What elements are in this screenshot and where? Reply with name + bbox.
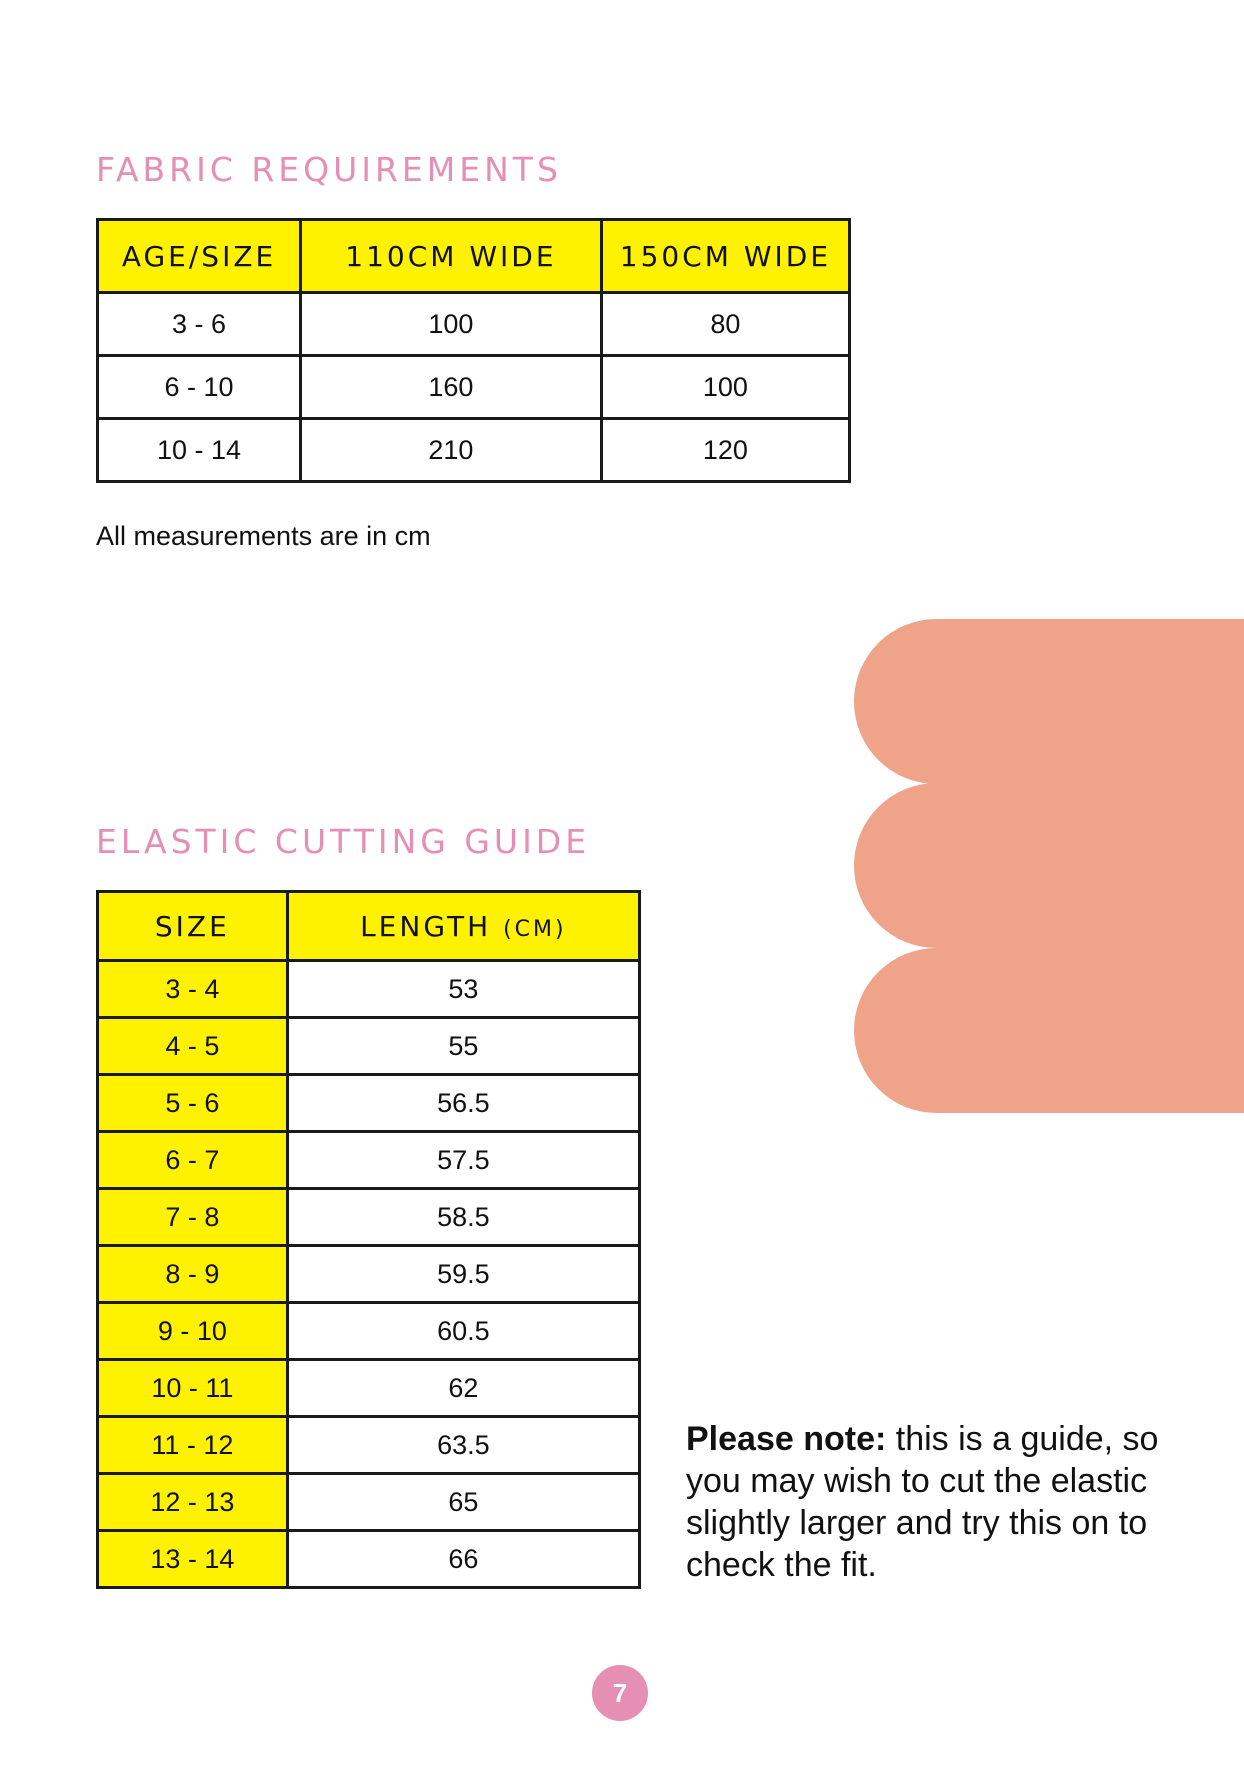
length-cell: 62	[287, 1360, 639, 1417]
cell: 80	[601, 293, 849, 356]
table-row	[98, 961, 640, 1018]
table-row	[98, 1132, 640, 1189]
size-cell: 10 - 11	[98, 1360, 288, 1417]
size-cell: 5 - 6	[98, 1075, 288, 1132]
size-cell: 12 - 13	[98, 1474, 288, 1531]
table-row	[98, 1531, 640, 1588]
length-cell: 56.5	[287, 1075, 639, 1132]
size-cell: 4 - 5	[98, 1018, 288, 1075]
table-header-row	[98, 892, 640, 961]
decorative-shape	[854, 948, 1244, 1113]
cell: 160	[301, 356, 602, 419]
header-unit: (CM)	[503, 916, 567, 942]
length-cell: 63.5	[287, 1417, 639, 1474]
length-cell: 53	[287, 961, 639, 1018]
please-note-text	[686, 1418, 1206, 1586]
table-row	[98, 419, 850, 482]
length-cell: 57.5	[287, 1132, 639, 1189]
table-row	[98, 1075, 640, 1132]
size-cell: 7 - 8	[98, 1189, 288, 1246]
size-cell: 13 - 14	[98, 1531, 288, 1588]
table-row	[98, 1360, 640, 1417]
decorative-shape	[854, 619, 1244, 784]
table-header-row	[98, 220, 850, 293]
decorative-shape	[854, 783, 1244, 948]
page-number: 7	[592, 1665, 648, 1721]
header-size: SIZE	[98, 892, 288, 961]
elastic-cutting-table	[96, 890, 641, 1589]
cell: 10 - 14	[98, 419, 301, 482]
length-cell: 55	[287, 1018, 639, 1075]
please-note-label: Please note:	[686, 1420, 887, 1458]
fabric-requirements-title: FABRIC REQUIREMENTS	[96, 150, 562, 189]
size-cell: 8 - 9	[98, 1246, 288, 1303]
header-length	[287, 892, 639, 961]
header-age-size: AGE/SIZE	[98, 220, 301, 293]
table-row	[98, 356, 850, 419]
length-cell: 66	[287, 1531, 639, 1588]
length-cell: 59.5	[287, 1246, 639, 1303]
header-length-label: LENGTH	[360, 909, 492, 943]
length-cell: 65	[287, 1474, 639, 1531]
measurements-note: All measurements are in cm	[96, 521, 431, 551]
fabric-requirements-table	[96, 218, 851, 483]
table-row	[98, 1189, 640, 1246]
length-cell: 60.5	[287, 1303, 639, 1360]
header-110cm: 110CM WIDE	[301, 220, 602, 293]
cell: 100	[301, 293, 602, 356]
please-note-body: this is a guide, so you may wish to cut the elastic slightly larger and try this on to check the fit.	[686, 1420, 1159, 1584]
size-cell: 3 - 4	[98, 961, 288, 1018]
size-cell: 11 - 12	[98, 1417, 288, 1474]
table-row	[98, 1474, 640, 1531]
table-row	[98, 1303, 640, 1360]
cell: 3 - 6	[98, 293, 301, 356]
cell: 6 - 10	[98, 356, 301, 419]
size-cell: 6 - 7	[98, 1132, 288, 1189]
length-cell: 58.5	[287, 1189, 639, 1246]
size-cell: 9 - 10	[98, 1303, 288, 1360]
table-row	[98, 1246, 640, 1303]
table-row	[98, 1018, 640, 1075]
table-row	[98, 1417, 640, 1474]
header-150cm: 150CM WIDE	[601, 220, 849, 293]
cell: 100	[601, 356, 849, 419]
cell: 210	[301, 419, 602, 482]
cell: 120	[601, 419, 849, 482]
table-row	[98, 293, 850, 356]
elastic-cutting-guide-title: ELASTIC CUTTING GUIDE	[96, 822, 591, 861]
